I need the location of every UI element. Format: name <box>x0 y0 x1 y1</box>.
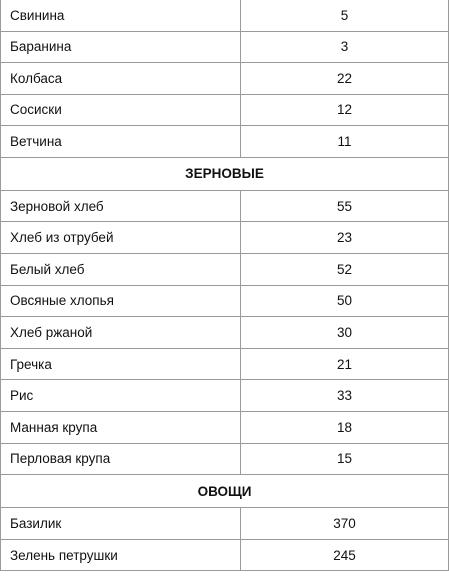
food-name-cell: Белый хлеб <box>1 254 241 286</box>
table-row <box>1 254 449 286</box>
food-value-cell: 30 <box>241 317 449 349</box>
food-name-cell: Свинина <box>1 0 241 31</box>
food-value-cell: 11 <box>241 126 449 158</box>
food-name-cell: Колбаса <box>1 63 241 95</box>
table-row <box>1 412 449 444</box>
table-row <box>1 317 449 349</box>
food-value-cell: 33 <box>241 380 449 412</box>
food-name-cell: Рис <box>1 380 241 412</box>
table-body <box>1 0 449 571</box>
table-row <box>1 443 449 475</box>
food-value-cell: 18 <box>241 412 449 444</box>
food-name-cell: Сосиски <box>1 94 241 126</box>
food-name-cell: Зелень петрушки <box>1 539 241 571</box>
table-row <box>1 94 449 126</box>
food-value-cell: 15 <box>241 443 449 475</box>
food-name-cell: Хлеб из отрубей <box>1 222 241 254</box>
table-row <box>1 539 449 571</box>
food-value-cell: 22 <box>241 63 449 95</box>
section-header-row <box>1 157 449 190</box>
food-value-cell: 52 <box>241 254 449 286</box>
food-name-cell: Базилик <box>1 508 241 540</box>
section-header-row <box>1 475 449 508</box>
table-row <box>1 348 449 380</box>
food-value-cell: 370 <box>241 508 449 540</box>
food-value-cell: 5 <box>241 0 449 31</box>
table-row <box>1 508 449 540</box>
food-name-cell: Перловая крупа <box>1 443 241 475</box>
food-value-cell: 245 <box>241 539 449 571</box>
table-row <box>1 126 449 158</box>
table-row <box>1 63 449 95</box>
food-name-cell: Баранина <box>1 31 241 63</box>
table-row <box>1 222 449 254</box>
food-name-cell: Хлеб ржаной <box>1 317 241 349</box>
food-value-cell: 12 <box>241 94 449 126</box>
section-title: ОВОЩИ <box>1 475 449 508</box>
food-name-cell: Овсяные хлопья <box>1 285 241 317</box>
food-name-cell: Ветчина <box>1 126 241 158</box>
food-value-cell: 55 <box>241 190 449 222</box>
table-row <box>1 285 449 317</box>
food-name-cell: Гречка <box>1 348 241 380</box>
food-value-cell: 23 <box>241 222 449 254</box>
section-title: ЗЕРНОВЫЕ <box>1 157 449 190</box>
food-value-cell: 21 <box>241 348 449 380</box>
food-name-cell: Зерновой хлеб <box>1 190 241 222</box>
food-value-cell: 3 <box>241 31 449 63</box>
food-name-cell: Манная крупа <box>1 412 241 444</box>
table-row <box>1 190 449 222</box>
food-value-cell: 50 <box>241 285 449 317</box>
table-row <box>1 380 449 412</box>
table-row <box>1 0 449 31</box>
table-row <box>1 31 449 63</box>
